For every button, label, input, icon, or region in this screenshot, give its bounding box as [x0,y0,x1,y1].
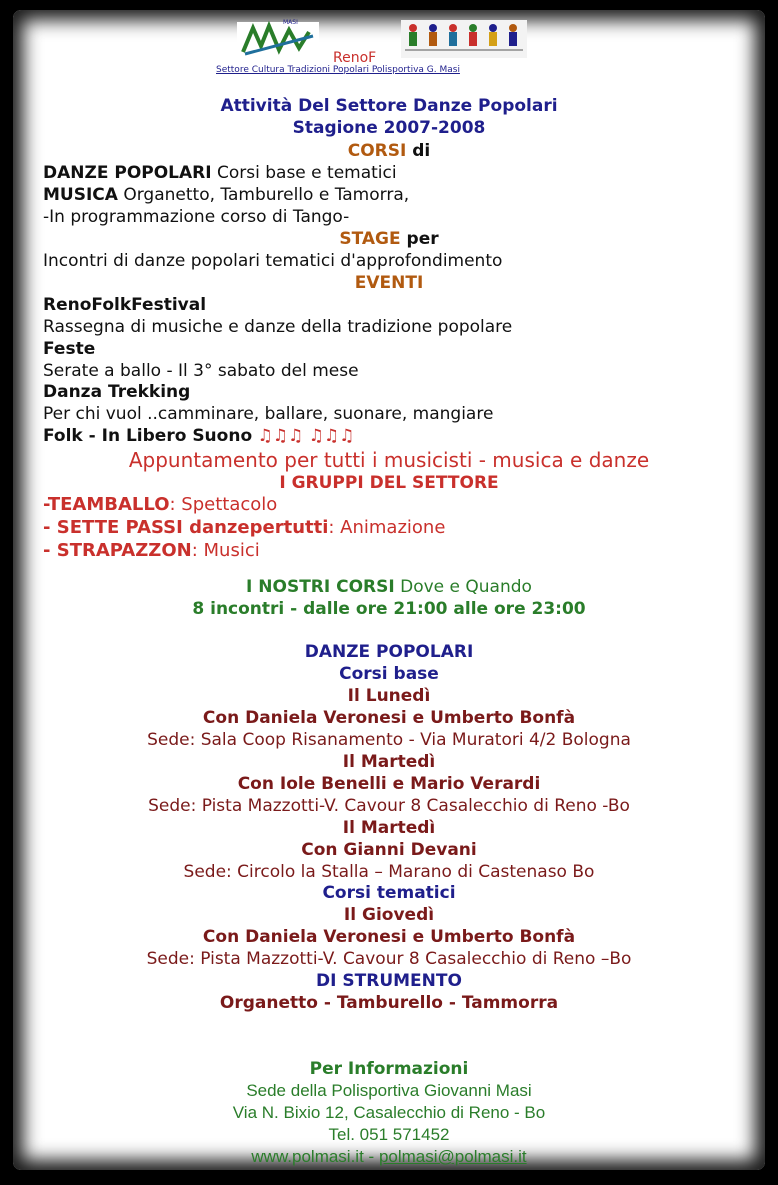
sede-martedi-2: Sede: Circolo la Stalla – Marano di Castenaso Bo [183,862,595,882]
musica-text: Organetto, Tamburello e Tamorra, [123,185,410,205]
appuntamento-line: Appuntamento per tutti i musicisti - musica e danze [128,448,650,472]
danze-label: DANZE POPOLARI [43,163,212,183]
group-settepassi [43,518,445,538]
musica-label: MUSICA [43,185,118,205]
corsi-tematici-heading: Corsi tematici [322,883,456,903]
email-link[interactable]: polmasi@polmasi.it [378,1147,527,1166]
day-martedi-2: Il Martedì [342,818,436,838]
incontri-line: 8 incontri - dalle ore 21:00 alle ore 23:00 [192,599,586,619]
danze-popolari-heading: DANZE POPOLARI [304,642,474,662]
group-strapazzon-desc: : Musici [191,540,260,561]
folk-title: Folk - In Libero Suono [43,426,253,446]
musica-line [43,185,409,205]
corsi-base-heading: Corsi base [339,664,439,684]
info-title: Per Informazioni [309,1059,469,1079]
title-line-2: Stagione 2007-2008 [292,118,486,138]
corsi-line [13,141,765,161]
stage-text: Incontri di danze popolari tematici d'approfondimento [43,251,503,271]
stage-suffix: per [406,229,439,249]
music-notes-icon: ♫♫♫ ♫♫♫ [257,426,355,446]
svg-text:MASI: MASI [283,19,298,26]
day-giovedi: Il Giovedì [343,905,435,925]
teachers-martedi-1: Con Iole Benelli e Mario Verardi [237,774,541,794]
renofolk-text: Rassegna di musiche e danze della tradizione popolare [43,317,513,337]
info-address: Via N. Bixio 12, Casalecchio di Reno - Bo [232,1103,546,1122]
trekking-title: Danza Trekking [43,382,191,402]
flyer-sheet [13,10,765,1170]
tango-line: -In programmazione corso di Tango- [43,207,350,227]
info-phone: Tel. 051 571452 [328,1125,450,1144]
teachers-giovedi: Con Daniela Veronesi e Umberto Bonfà [202,927,576,947]
dancers-logo [401,20,527,58]
group-teamballo-desc: : Spettacolo [169,494,278,515]
website-link[interactable]: www.polmasi.it [251,1147,364,1166]
trekking-text: Per chi vuol ..camminare, ballare, suonare, mangiare [43,404,494,424]
group-strapazzon-name: - STRAPAZZON [43,540,192,561]
corsi-heading-suffix: Dove e Quando [400,577,532,597]
danze-text: Corsi base e tematici [217,163,397,183]
info-links [13,1147,765,1167]
teachers-lunedi: Con Daniela Veronesi e Umberto Bonfà [202,708,576,728]
day-lunedi: Il Lunedì [347,686,431,706]
corsi-heading-title: I NOSTRI CORSI [246,577,395,597]
links-separator: - [368,1147,375,1166]
corsi-heading [13,577,765,597]
header-title: RenoF [333,50,377,66]
stage-label: STAGE [339,229,401,249]
polisportiva-logo [233,16,323,62]
feste-title: Feste [43,339,96,359]
sede-martedi-1: Sede: Pista Mazzotti-V. Cavour 8 Casalecchio di Reno -Bo [148,796,630,816]
feste-text: Serate a ballo - Il 3° sabato del mese [43,361,359,381]
corsi-suffix: di [412,141,431,161]
group-settepassi-name: - SETTE PASSI danzepertutti [43,517,329,538]
folk-line [43,426,354,446]
sede-giovedi: Sede: Pista Mazzotti-V. Cavour 8 Casalecchio di Reno –Bo [146,949,632,969]
group-settepassi-desc: : Animazione [328,517,446,538]
danze-line [43,163,397,183]
group-strapazzon [43,541,260,561]
info-sede: Sede della Polisportiva Giovanni Masi [246,1081,532,1100]
teachers-martedi-2: Con Gianni Devani [301,840,477,860]
group-teamballo-name: -TEAMBALLO [43,494,170,515]
header-subtitle: Settore Cultura Tradizioni Popolari Polisportiva G. Masi [216,65,460,75]
group-teamballo [43,495,277,515]
day-martedi-1: Il Martedì [342,752,436,772]
eventi-heading: EVENTI [354,273,424,293]
title-line-1: Attività Del Settore Danze Popolari [220,96,558,116]
renofolk-title: RenoFolkFestival [43,295,207,315]
gruppi-heading: I GRUPPI DEL SETTORE [279,473,499,493]
strumenti-line: Organetto - Tamburello - Tammorra [219,993,559,1013]
corsi-label: CORSI [347,141,407,161]
stage-line [13,229,765,249]
sede-lunedi: Sede: Sala Coop Risanamento - Via Muratori 4/2 Bologna [147,730,631,750]
strumento-heading: DI STRUMENTO [316,971,462,991]
